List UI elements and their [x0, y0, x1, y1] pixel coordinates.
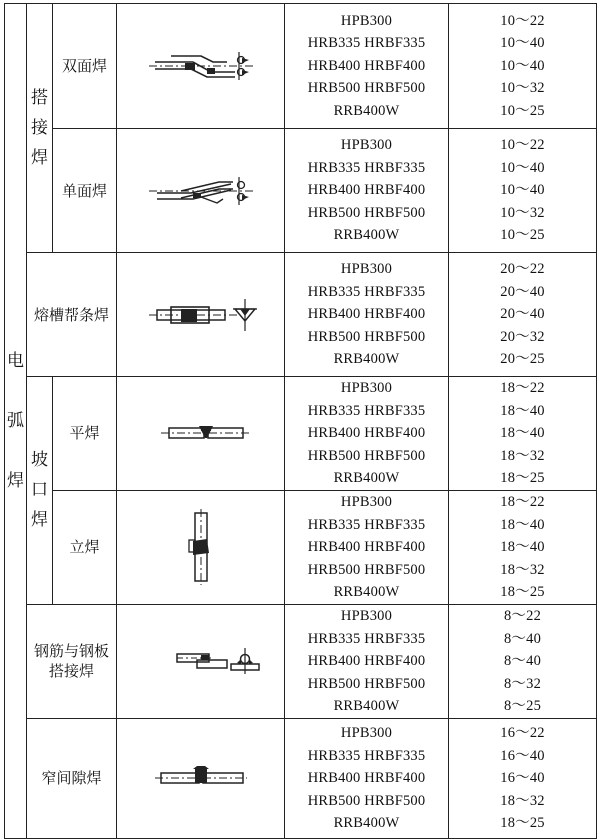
diagram-cell: [117, 4, 285, 129]
diameter-item: 18～40: [500, 516, 545, 533]
diameters-cell: [449, 604, 597, 718]
diagram-cell: [117, 604, 285, 718]
subgroup-label-bevel: [27, 445, 52, 535]
grade-item: HRB400 HRBF400: [307, 425, 426, 442]
diameter-item: 18～22: [500, 380, 545, 396]
diameter-item: 18～25: [500, 815, 545, 832]
grade-item: HRB335 HRBF335: [307, 159, 426, 176]
diameter-item: 8～22: [503, 607, 542, 624]
table-row: [5, 253, 597, 377]
grade-item: HRB335 HRBF335: [307, 283, 426, 300]
subgroup-label-char: 口: [31, 480, 48, 501]
diameter-item: 18～32: [500, 561, 545, 578]
grades-cell: [285, 718, 449, 838]
method-cell: [27, 604, 117, 718]
diameter-item: 10～25: [500, 102, 545, 119]
grade-item: HRB400 HRBF400: [307, 770, 426, 787]
grade-item: RRB400W: [333, 584, 400, 601]
diameter-item: 18～25: [500, 584, 545, 601]
diameters-cell: [449, 718, 597, 838]
category-label: [5, 331, 26, 511]
diameter-item: 18～40: [500, 425, 545, 442]
grade-item: HPB300: [340, 724, 393, 741]
grade-item: HRB335 HRBF335: [307, 630, 426, 647]
grade-item: HRB335 HRBF335: [307, 747, 426, 764]
bar-to-plate-lap-weld-diagram-icon: [141, 646, 261, 676]
grade-item: RRB400W: [333, 815, 400, 832]
diameter-item: 10～32: [500, 204, 545, 221]
diameter-item: 20～40: [500, 306, 545, 323]
subgroup-label-char: 搭: [31, 88, 48, 108]
diameters-cell: [449, 377, 597, 491]
category-label-char: 焊: [7, 470, 24, 491]
subgroup-label-char: 焊: [31, 510, 48, 531]
diameter-item: 8～25: [503, 698, 542, 715]
diameter-item: 16～22: [500, 724, 545, 741]
subgroup-label-char: 坡: [31, 450, 48, 471]
flat-bevel-weld-diagram-icon: [141, 418, 261, 448]
grade-item: HPB300: [340, 607, 393, 624]
grade-item: HRB335 HRBF335: [307, 516, 426, 533]
diameters-cell: [449, 253, 597, 377]
grade-item: HRB500 HRBF500: [307, 561, 426, 578]
grade-item: HPB300: [340, 137, 393, 154]
method-cell: [53, 4, 117, 129]
table-row: [5, 129, 597, 253]
welding-spec-table: [4, 3, 597, 839]
table-row: [5, 490, 597, 604]
grade-item: HPB300: [340, 12, 393, 29]
vertical-bevel-weld-diagram-icon: [181, 507, 221, 587]
grades-cell: [285, 253, 449, 377]
double-sided-lap-weld-diagram-icon: [141, 46, 261, 86]
diameter-item: 10～25: [500, 227, 545, 244]
grade-item: HRB400 HRBF400: [307, 653, 426, 670]
table-row: [5, 377, 597, 491]
diameter-item: 20～22: [500, 261, 545, 278]
method-label: 熔槽帮条焊: [33, 305, 109, 324]
method-cell: [27, 253, 117, 377]
category-label-char: 弧: [7, 410, 24, 431]
grade-item: HRB500 HRBF500: [307, 675, 426, 692]
method-label-line: 搭接焊: [48, 662, 94, 681]
diameters-cell: [449, 4, 597, 129]
method-cell: [27, 718, 117, 838]
grades-cell: [285, 377, 449, 491]
subgroup-label-char: 焊: [31, 148, 48, 168]
method-cell: [53, 490, 117, 604]
table-row: [5, 604, 597, 718]
diagram-cell: [117, 253, 285, 377]
diameters-cell: [449, 490, 597, 604]
subgroup-label-char: 接: [31, 118, 48, 138]
grade-item: RRB400W: [333, 351, 400, 368]
grade-item: RRB400W: [333, 102, 400, 119]
diameter-item: 18～40: [500, 539, 545, 556]
single-sided-lap-weld-diagram-icon: [141, 171, 261, 211]
grade-item: HRB500 HRBF500: [307, 204, 426, 221]
grades-cell: [285, 604, 449, 718]
grades-cell: [285, 490, 449, 604]
diameters-cell: [449, 129, 597, 253]
grade-item: HRB500 HRBF500: [307, 80, 426, 97]
diameter-item: 8～40: [503, 653, 542, 670]
diameter-item: 10～22: [500, 137, 545, 154]
diameter-item: 18～25: [500, 470, 545, 487]
method-label: 双面焊: [61, 57, 107, 75]
grade-item: HRB500 HRBF500: [307, 447, 426, 464]
diameter-item: 10～40: [500, 57, 545, 74]
category-label-char: 电: [7, 350, 24, 371]
diameter-item: 10～40: [500, 35, 545, 52]
grade-item: HRB400 HRBF400: [307, 306, 426, 323]
diameter-item: 20～40: [500, 283, 545, 300]
diameter-item: 20～25: [500, 351, 545, 368]
grade-item: HRB335 HRBF335: [307, 35, 426, 52]
grade-item: RRB400W: [333, 470, 400, 487]
diameter-item: 10～40: [500, 159, 545, 176]
method-cell: [53, 377, 117, 491]
method-label: 单面焊: [61, 181, 107, 200]
table-row: [5, 718, 597, 838]
method-label: 立焊: [69, 538, 100, 557]
grade-item: HRB400 HRBF400: [307, 539, 426, 556]
method-label: 窄间隙焊: [41, 769, 102, 788]
diagram-cell: [117, 129, 285, 253]
grade-item: HRB400 HRBF400: [307, 57, 426, 74]
diameter-item: 16～40: [500, 747, 545, 764]
subgroup-label-lap: [27, 83, 52, 173]
grade-item: RRB400W: [333, 227, 400, 244]
diameter-item: 8～32: [503, 675, 542, 692]
grade-item: HRB400 HRBF400: [307, 182, 426, 199]
diameter-item: 10～40: [500, 182, 545, 199]
method-label-line: 钢筋与钢板: [33, 642, 109, 661]
grade-item: HPB300: [340, 493, 393, 510]
diameter-item: 10～32: [500, 80, 545, 97]
diameter-item: 10～22: [500, 12, 545, 29]
method-cell: [53, 129, 117, 253]
diameter-item: 16～40: [500, 770, 545, 787]
grade-item: HPB300: [340, 261, 393, 278]
diameter-item: 20～32: [500, 328, 545, 345]
subgroup-cell-lap: [27, 4, 53, 253]
grades-cell: [285, 129, 449, 253]
diameter-item: 8～40: [503, 630, 542, 647]
grade-item: HRB500 HRBF500: [307, 328, 426, 345]
diameter-item: 18～32: [500, 792, 545, 809]
subgroup-cell-bevel: [27, 377, 53, 605]
diagram-cell: [117, 718, 285, 838]
groove-splice-weld-diagram-icon: [141, 295, 261, 335]
grade-item: HRB335 HRBF335: [307, 402, 426, 419]
diameter-item: 18～32: [500, 447, 545, 464]
diagram-cell: [117, 377, 285, 491]
grades-cell: [285, 4, 449, 129]
narrow-gap-weld-diagram-icon: [141, 763, 261, 793]
grade-item: RRB400W: [333, 698, 400, 715]
grade-item: HPB300: [340, 380, 393, 396]
diameter-item: 18～40: [500, 402, 545, 419]
grade-item: HRB500 HRBF500: [307, 792, 426, 809]
diagram-cell: [117, 490, 285, 604]
method-label: 平焊: [69, 424, 100, 443]
category-cell: [5, 4, 27, 839]
table-row: [5, 4, 597, 129]
diameter-item: 18～22: [500, 493, 545, 510]
